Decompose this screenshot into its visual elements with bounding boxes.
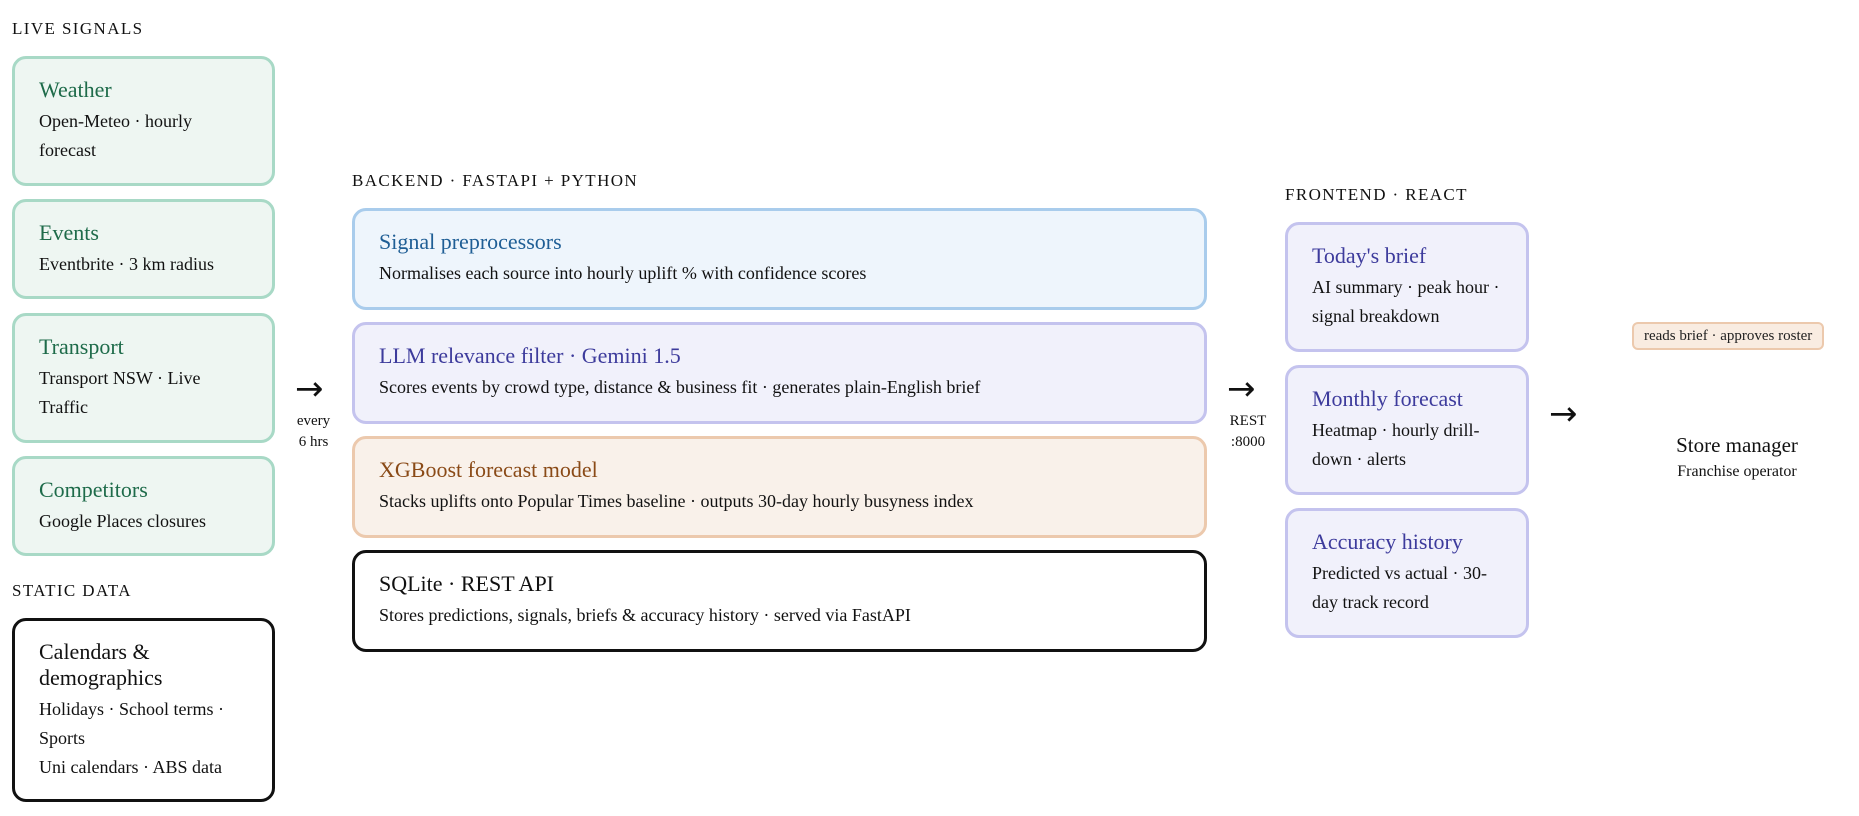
competitors-desc: Google Places closures <box>39 511 206 531</box>
xgboost-forecast-box <box>352 436 1207 538</box>
rest-port-line1: REST <box>1229 413 1267 429</box>
refresh-interval-line1: every <box>296 413 331 429</box>
todays-brief-box <box>1285 222 1529 352</box>
llm-filter-desc: Scores events by crowd type, distance & business fit · generates plain-English brief <box>379 377 981 397</box>
weather-signal-box <box>12 56 275 186</box>
competitors-signal-box <box>12 456 275 556</box>
arrow-right-icon: → <box>1227 369 1256 409</box>
llm-filter-title: LLM relevance filter · Gemini 1.5 <box>379 343 681 368</box>
sqlite-desc: Stores predictions, signals, briefs & accuracy history · served via FastAPI <box>379 605 911 625</box>
rest-port-line2: :8000 <box>1230 434 1266 450</box>
backend-label: BACKEND · FASTAPI + PYTHON <box>352 171 639 190</box>
actor-role: Franchise operator <box>1677 463 1797 480</box>
monthly-forecast-box <box>1285 365 1529 495</box>
refresh-interval-line2: 6 hrs <box>298 434 329 450</box>
accuracy-history-title: Accuracy history <box>1312 529 1463 554</box>
monthly-forecast-title: Monthly forecast <box>1312 386 1463 411</box>
xgboost-desc: Stacks uplifts onto Popular Times baseline · outputs 30-day hourly busyness index <box>379 491 974 511</box>
weather-title: Weather <box>39 77 112 102</box>
sqlite-title: SQLite · REST API <box>379 571 555 596</box>
arrow-right-icon: → <box>295 369 324 409</box>
sqlite-rest-api-box <box>352 550 1207 652</box>
frontend-label: FRONTEND · REACT <box>1285 185 1468 204</box>
static-data-label: STATIC DATA <box>12 581 132 600</box>
arrow-right-icon: → <box>1549 394 1578 434</box>
rest-port-label <box>1218 411 1278 453</box>
refresh-interval-label <box>286 411 341 453</box>
events-title: Events <box>39 220 99 245</box>
events-signal-box <box>12 199 275 299</box>
llm-relevance-filter-box <box>352 322 1207 424</box>
accuracy-history-box <box>1285 508 1529 638</box>
actor-action-badge: reads brief · approves roster <box>1632 322 1824 350</box>
signal-preprocessors-box <box>352 208 1207 310</box>
weather-desc: Open-Meteo · hourly forecast <box>39 111 192 160</box>
signal-preprocessors-desc: Normalises each source into hourly uplift % with confidence scores <box>379 263 867 283</box>
calendars-title: Calendars & demographics <box>39 639 163 690</box>
signal-preprocessors-title: Signal preprocessors <box>379 229 562 254</box>
transport-title: Transport <box>39 334 124 359</box>
calendars-demographics-box <box>12 618 275 802</box>
transport-signal-box <box>12 313 275 443</box>
monthly-forecast-desc: Heatmap · hourly drill-down · alerts <box>1312 420 1480 469</box>
competitors-title: Competitors <box>39 477 148 502</box>
actor-name: Store manager <box>1676 433 1798 457</box>
todays-brief-desc: AI summary · peak hour · signal breakdown <box>1312 277 1500 326</box>
transport-desc: Transport NSW · Live Traffic <box>39 368 201 417</box>
todays-brief-title: Today's brief <box>1312 243 1427 268</box>
calendars-line1: Holidays · School terms · Sports <box>39 699 224 748</box>
events-desc: Eventbrite · 3 km radius <box>39 254 214 274</box>
xgboost-title: XGBoost forecast model <box>379 457 598 482</box>
live-signals-label: LIVE SIGNALS <box>12 19 144 38</box>
calendars-line2: Uni calendars · ABS data <box>39 757 222 777</box>
accuracy-history-desc: Predicted vs actual · 30-day track record <box>1312 563 1487 612</box>
